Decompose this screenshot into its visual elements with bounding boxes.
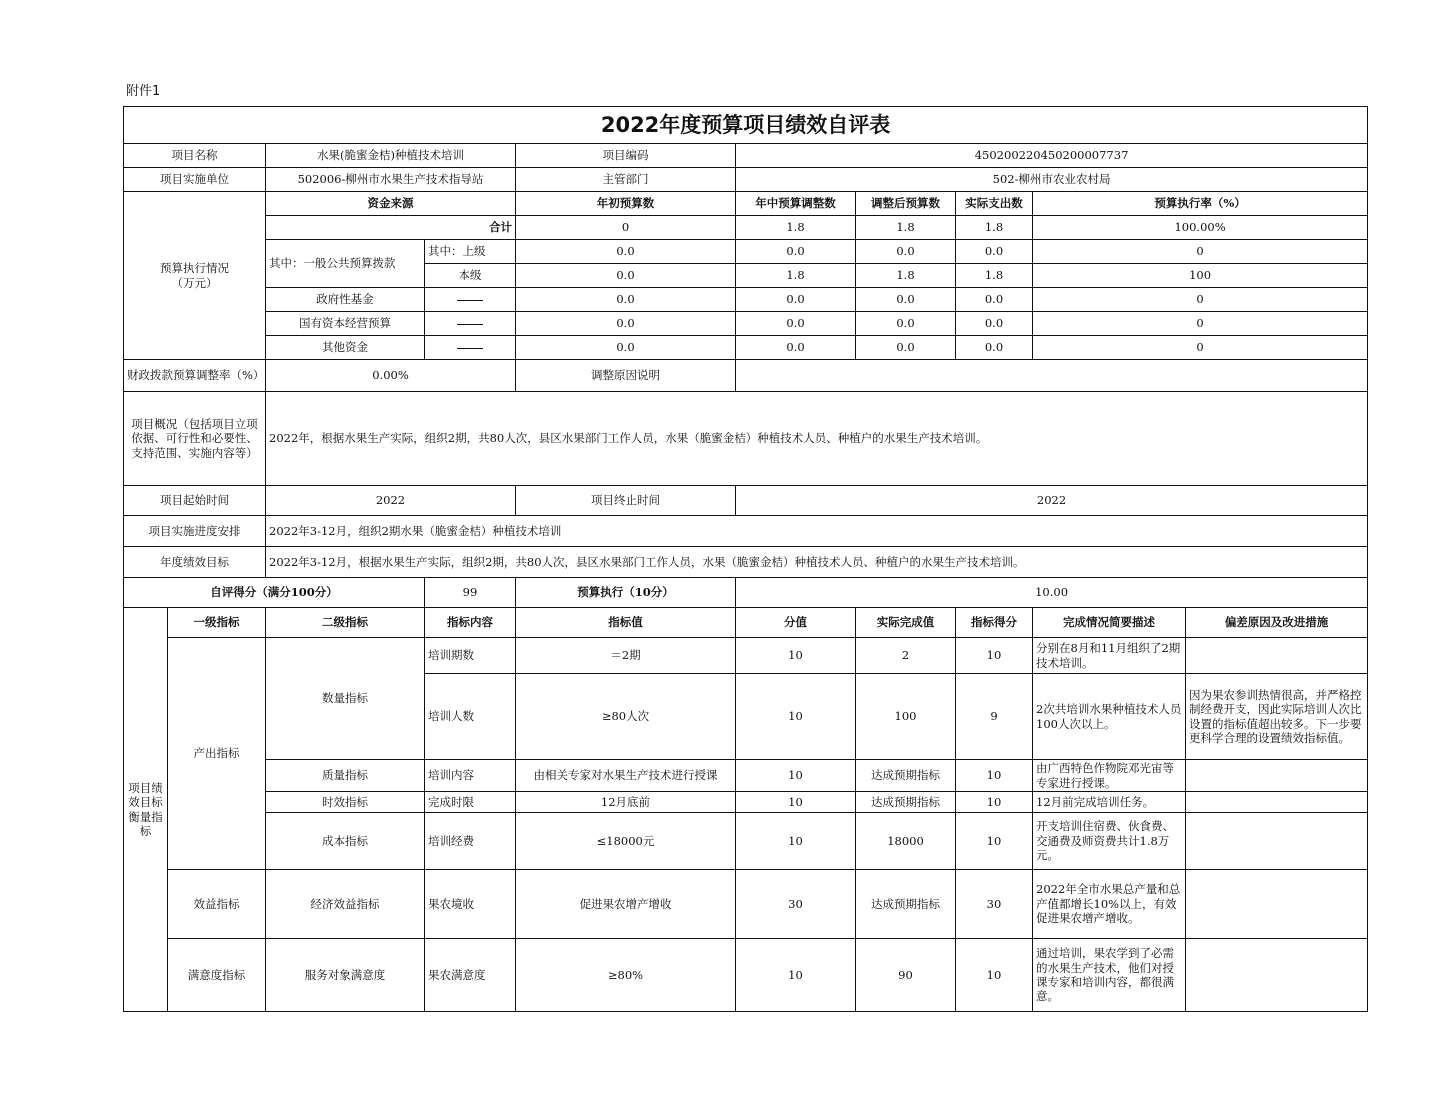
ind-points: 10	[736, 939, 856, 1012]
ind-deviation	[1186, 813, 1368, 870]
project-name-label: 项目名称	[124, 144, 266, 168]
ind-header: 完成情况简要描述	[1033, 608, 1186, 638]
table-title: 2022年度预算项目绩效自评表	[124, 107, 1368, 144]
ind-content: 培训人数	[425, 674, 516, 760]
ind-deviation	[1186, 939, 1368, 1012]
adjust-reason-label: 调整原因说明	[516, 360, 736, 392]
budget-header-midyear: 年中预算调整数	[736, 192, 856, 216]
end-time-value: 2022	[736, 486, 1368, 516]
budget-cell: 0.0	[736, 288, 856, 312]
ind-desc: 分别在8月和11月组织了2期技术培训。	[1033, 638, 1186, 674]
ind-actual: 达成预期指标	[856, 792, 956, 813]
dash-cell	[425, 288, 516, 312]
indicator-section-label: 项目绩效目标衡量指标	[124, 608, 168, 1012]
unit-value: 502006-柳州市水果生产技术指导站	[266, 168, 516, 192]
budget-cell: 0.0	[856, 336, 956, 360]
level1-satisfaction: 满意度指标	[168, 939, 266, 1012]
level2-timeliness: 时效指标	[266, 792, 425, 813]
ind-deviation	[1186, 760, 1368, 792]
budget-cell: 0.0	[516, 240, 736, 264]
budget-cell: 0.0	[516, 288, 736, 312]
ind-points: 10	[736, 638, 856, 674]
level2-economic: 经济效益指标	[266, 870, 425, 939]
ind-actual: 100	[856, 674, 956, 760]
ind-content: 培训内容	[425, 760, 516, 792]
adjust-rate-label: 财政拨款预算调整率（%）	[124, 360, 266, 392]
adjust-rate-value: 0.00%	[266, 360, 516, 392]
adjust-reason-value	[736, 360, 1368, 392]
ind-desc: 12月前完成培训任务。	[1033, 792, 1186, 813]
budget-cell: 0.0	[736, 312, 856, 336]
budget-cell: 1.8	[856, 264, 956, 288]
budget-cell: 0.0	[956, 288, 1033, 312]
end-time-label: 项目终止时间	[516, 486, 736, 516]
ind-content: 完成时限	[425, 792, 516, 813]
attachment-label: 附件1	[126, 84, 161, 99]
ind-header: 指标值	[516, 608, 736, 638]
ind-desc: 开支培训住宿费、伙食费、交通费及师资费共计1.8万元。	[1033, 813, 1186, 870]
ind-target: ＝2期	[516, 638, 736, 674]
ind-content: 培训期数	[425, 638, 516, 674]
ind-deviation	[1186, 870, 1368, 939]
budget-cell: 0.0	[956, 336, 1033, 360]
budget-cell: 0.0	[736, 336, 856, 360]
ind-header: 偏差原因及改进措施	[1186, 608, 1368, 638]
budget-other-label: 国有资本经营预算	[266, 312, 425, 336]
ind-score: 10	[956, 760, 1033, 792]
ind-deviation: 因为果农参训热情很高，并严格控制经费开支，因此实际培训人次比设置的指标值超出较多。下一步要更科学合理的设置绩效指标值。	[1186, 674, 1368, 760]
start-time-value: 2022	[266, 486, 516, 516]
budget-local-label: 本级	[425, 264, 516, 288]
ind-actual: 18000	[856, 813, 956, 870]
budget-cell: 0.0	[856, 288, 956, 312]
ind-deviation	[1186, 638, 1368, 674]
ind-actual: 90	[856, 939, 956, 1012]
budget-cell: 0	[1033, 240, 1368, 264]
ind-points: 10	[736, 792, 856, 813]
ind-content: 果农满意度	[425, 939, 516, 1012]
level2-quality: 质量指标	[266, 760, 425, 792]
ind-header: 二级指标	[266, 608, 425, 638]
ind-score: 10	[956, 638, 1033, 674]
level2-cost: 成本指标	[266, 813, 425, 870]
ind-desc: 由广西特色作物院邓光宙等专家进行授课。	[1033, 760, 1186, 792]
ind-score: 10	[956, 939, 1033, 1012]
budget-cell: 0.0	[856, 312, 956, 336]
ind-deviation	[1186, 792, 1368, 813]
budget-cell: 0.0	[956, 240, 1033, 264]
ind-score: 9	[956, 674, 1033, 760]
exec-score-label: 预算执行（10分）	[516, 578, 736, 608]
schedule-text: 2022年3-12月，组织2期水果（脆蜜金桔）种植技术培训	[266, 516, 1368, 547]
self-score-label: 自评得分（满分100分）	[124, 578, 425, 608]
budget-header-actual: 实际支出数	[956, 192, 1033, 216]
level2-quantity: 数量指标	[266, 638, 425, 760]
budget-cell: 0.0	[516, 264, 736, 288]
budget-cell: 0.0	[516, 312, 736, 336]
general-budget-label: 其中：一般公共预算拨款	[266, 240, 425, 288]
budget-header-initial: 年初预算数	[516, 192, 736, 216]
project-name-value: 水果(脆蜜金桔)种植技术培训	[266, 144, 516, 168]
budget-cell: 0	[1033, 336, 1368, 360]
goal-text: 2022年3-12月，根据水果生产实际，组织2期，共80人次，县区水果部门工作人员，水果（脆蜜金桔）种植技术人员、种植户的水果生产技术培训。	[266, 547, 1368, 578]
budget-other-label: 其他资金	[266, 336, 425, 360]
ind-target: 由相关专家对水果生产技术进行授课	[516, 760, 736, 792]
ind-desc: 2022年全市水果总产量和总产值都增长10%以上，有效促进果农增产增收。	[1033, 870, 1186, 939]
budget-cell: 1.8	[736, 264, 856, 288]
ind-desc: 通过培训，果农学到了必需的水果生产技术，他们对授课专家和培训内容，都很满意。	[1033, 939, 1186, 1012]
ind-target: ≥80%	[516, 939, 736, 1012]
budget-cell: 1.8	[736, 216, 856, 240]
level2-service-satisfaction: 服务对象满意度	[266, 939, 425, 1012]
ind-points: 10	[736, 760, 856, 792]
budget-upper-label: 其中：上级	[425, 240, 516, 264]
ind-score: 30	[956, 870, 1033, 939]
ind-header: 分值	[736, 608, 856, 638]
budget-cell: 0	[1033, 288, 1368, 312]
self-score-value: 99	[425, 578, 516, 608]
ind-actual: 2	[856, 638, 956, 674]
ind-target: ≥80人次	[516, 674, 736, 760]
ind-header: 一级指标	[168, 608, 266, 638]
unit-label: 项目实施单位	[124, 168, 266, 192]
budget-cell: 100.00%	[1033, 216, 1368, 240]
dash-cell	[425, 336, 516, 360]
budget-other-label: 政府性基金	[266, 288, 425, 312]
project-code-label: 项目编码	[516, 144, 736, 168]
budget-header-source: 资金来源	[266, 192, 516, 216]
ind-score: 10	[956, 813, 1033, 870]
budget-cell: 0.0	[956, 312, 1033, 336]
ind-target: ≤18000元	[516, 813, 736, 870]
ind-header: 指标得分	[956, 608, 1033, 638]
overview-label: 项目概况（包括项目立项依据、可行性和必要性、支持范围、实施内容等）	[124, 392, 266, 486]
level1-benefit: 效益指标	[168, 870, 266, 939]
budget-cell: 0.0	[856, 240, 956, 264]
ind-desc: 2次共培训水果种植技术人员100人次以上。	[1033, 674, 1186, 760]
budget-cell: 0	[1033, 312, 1368, 336]
budget-cell: 100	[1033, 264, 1368, 288]
budget-cell: 0.0	[736, 240, 856, 264]
ind-points: 10	[736, 674, 856, 760]
performance-table	[123, 106, 1368, 1012]
overview-text: 2022年，根据水果生产实际，组织2期，共80人次，县区水果部门工作人员，水果（脆蜜金桔）种植技术人员、种植户的水果生产技术培训。	[266, 392, 1368, 486]
level1-output: 产出指标	[168, 638, 266, 870]
ind-content: 培训经费	[425, 813, 516, 870]
ind-header: 指标内容	[425, 608, 516, 638]
budget-section-label: 预算执行情况 （万元）	[124, 192, 266, 360]
budget-header-adjusted: 调整后预算数	[856, 192, 956, 216]
ind-actual: 达成预期指标	[856, 870, 956, 939]
ind-points: 10	[736, 813, 856, 870]
budget-cell: 1.8	[956, 264, 1033, 288]
budget-total-label: 合计	[266, 216, 516, 240]
ind-target: 促进果农增产增收	[516, 870, 736, 939]
start-time-label: 项目起始时间	[124, 486, 266, 516]
ind-points: 30	[736, 870, 856, 939]
ind-score: 10	[956, 792, 1033, 813]
project-code-value: 450200220450200007737	[736, 144, 1368, 168]
schedule-label: 项目实施进度安排	[124, 516, 266, 547]
budget-cell: 1.8	[956, 216, 1033, 240]
ind-header: 实际完成值	[856, 608, 956, 638]
dept-value: 502-柳州市农业农村局	[736, 168, 1368, 192]
exec-score-value: 10.00	[736, 578, 1368, 608]
ind-actual: 达成预期指标	[856, 760, 956, 792]
dash-cell	[425, 312, 516, 336]
budget-header-rate: 预算执行率（%）	[1033, 192, 1368, 216]
budget-cell: 0.0	[516, 336, 736, 360]
ind-content: 果农境收	[425, 870, 516, 939]
budget-cell: 0	[516, 216, 736, 240]
dept-label: 主管部门	[516, 168, 736, 192]
budget-cell: 1.8	[856, 216, 956, 240]
ind-target: 12月底前	[516, 792, 736, 813]
goal-label: 年度绩效目标	[124, 547, 266, 578]
